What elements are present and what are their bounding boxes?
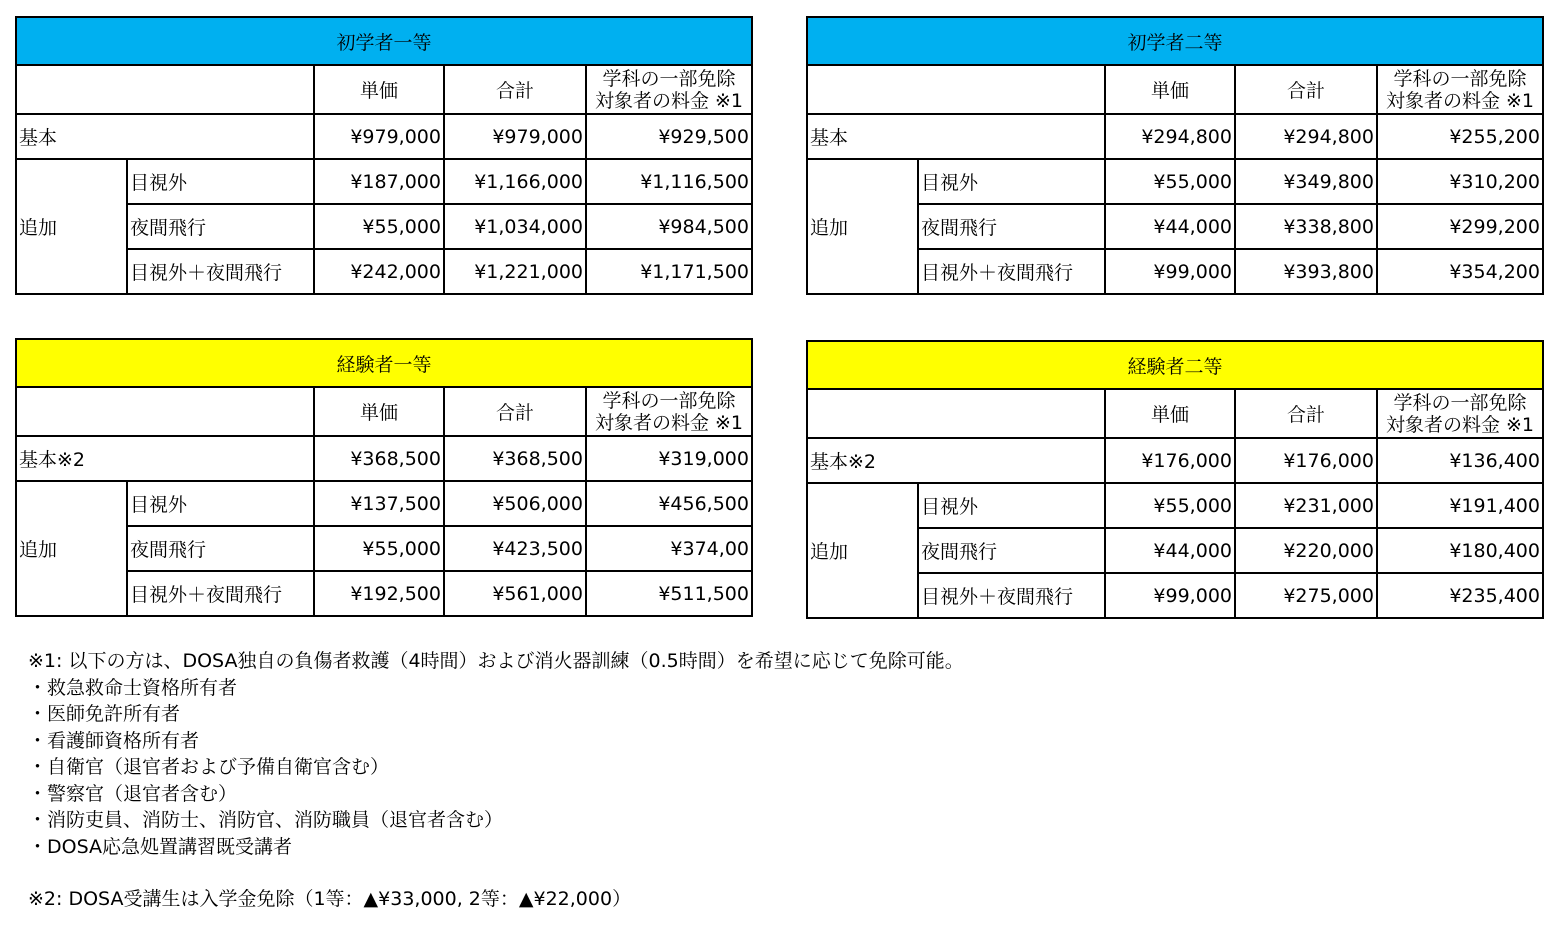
add-label: 追加 xyxy=(807,483,918,618)
row-label: 目視外＋夜間飛行 xyxy=(127,249,314,294)
unit-price: ¥55,000 xyxy=(314,526,444,571)
table-row xyxy=(16,481,752,526)
exempt-price: ¥354,200 xyxy=(1377,249,1543,294)
total-price: ¥423,500 xyxy=(444,526,586,571)
header-blank xyxy=(16,387,314,436)
header-exempt-line1: 学科の一部免除 xyxy=(602,67,736,90)
total-price: ¥275,000 xyxy=(1235,573,1377,618)
row-label: 夜間飛行 xyxy=(918,528,1105,573)
add-label: 追加 xyxy=(807,159,918,294)
row-label: 目視外＋夜間飛行 xyxy=(127,571,314,616)
header-exempt-line1: 学科の一部免除 xyxy=(602,389,736,412)
unit-price: ¥55,000 xyxy=(314,204,444,249)
note-2: ※2: DOSA受講生は入学金免除（1等：▲¥33,000, 2等：▲¥22,000） xyxy=(28,888,632,910)
exempt-price: ¥374,00 xyxy=(586,526,752,571)
header-blank xyxy=(807,389,1105,438)
table-row xyxy=(807,483,1543,528)
fee-table-experienced-second xyxy=(806,340,1544,619)
exempt-price: ¥136,400 xyxy=(1377,438,1543,483)
unit-price: ¥99,000 xyxy=(1105,249,1235,294)
header-exempt-line2: 対象者の料金 ※1 xyxy=(1385,89,1535,112)
total-price: ¥561,000 xyxy=(444,571,586,616)
header-exempt-line1: 学科の一部免除 xyxy=(1393,67,1527,90)
exempt-price: ¥191,400 xyxy=(1377,483,1543,528)
unit-price: ¥368,500 xyxy=(314,436,444,481)
exempt-price: ¥299,200 xyxy=(1377,204,1543,249)
table-row xyxy=(16,204,752,249)
add-label: 追加 xyxy=(16,481,127,616)
unit-price: ¥44,000 xyxy=(1105,528,1235,573)
table-row xyxy=(16,571,752,616)
table-title: 経験者一等 xyxy=(16,339,752,387)
fee-table-beginner-second xyxy=(806,16,1544,295)
exempt-price: ¥235,400 xyxy=(1377,573,1543,618)
row-label: 基本 xyxy=(16,114,314,159)
total-price: ¥220,000 xyxy=(1235,528,1377,573)
exempt-price: ¥1,171,500 xyxy=(586,249,752,294)
add-label: 追加 xyxy=(16,159,127,294)
table-row xyxy=(16,114,752,159)
header-unit: 単価 xyxy=(1105,389,1235,438)
table-row xyxy=(807,204,1543,249)
total-price: ¥1,034,000 xyxy=(444,204,586,249)
table-row xyxy=(16,436,752,481)
note-item: ・警察官（退官者含む） xyxy=(28,782,238,805)
row-label: 基本 xyxy=(807,114,1105,159)
header-exempt-line2: 対象者の料金 ※1 xyxy=(594,411,744,434)
row-label: 目視外 xyxy=(127,159,314,204)
header-exempt-line1: 学科の一部免除 xyxy=(1393,391,1527,414)
header-exempt-line2: 対象者の料金 ※1 xyxy=(594,89,744,112)
unit-price: ¥187,000 xyxy=(314,159,444,204)
row-label: 目視外 xyxy=(918,483,1105,528)
header-exempt xyxy=(586,65,752,114)
total-price: ¥1,221,000 xyxy=(444,249,586,294)
row-label: 基本※2 xyxy=(807,438,1105,483)
header-exempt xyxy=(586,387,752,436)
unit-price: ¥242,000 xyxy=(314,249,444,294)
exempt-price: ¥456,500 xyxy=(586,481,752,526)
header-exempt xyxy=(1377,65,1543,114)
row-label: 夜間飛行 xyxy=(127,204,314,249)
header-unit: 単価 xyxy=(314,65,444,114)
header-exempt xyxy=(1377,389,1543,438)
row-label: 目視外 xyxy=(127,481,314,526)
unit-price: ¥44,000 xyxy=(1105,204,1235,249)
total-price: ¥349,800 xyxy=(1235,159,1377,204)
table-title: 経験者二等 xyxy=(807,341,1543,389)
header-total: 合計 xyxy=(444,387,586,436)
row-label: 夜間飛行 xyxy=(918,204,1105,249)
header-blank xyxy=(16,65,314,114)
total-price: ¥338,800 xyxy=(1235,204,1377,249)
total-price: ¥979,000 xyxy=(444,114,586,159)
note-item: ・自衛官（退官者および予備自衛官含む） xyxy=(28,756,390,778)
exempt-price: ¥984,500 xyxy=(586,204,752,249)
row-label: 目視外＋夜間飛行 xyxy=(918,573,1105,618)
table-row xyxy=(16,249,752,294)
fee-table-beginner-first xyxy=(15,16,753,295)
header-exempt-line2: 対象者の料金 ※1 xyxy=(1385,413,1535,436)
note-spacer xyxy=(28,860,964,886)
exempt-price: ¥511,500 xyxy=(586,571,752,616)
exempt-price: ¥1,116,500 xyxy=(586,159,752,204)
table-row xyxy=(807,249,1543,294)
header-total: 合計 xyxy=(444,65,586,114)
note-item: ・消防吏員、消防士、消防官、消防職員（退官者含む） xyxy=(28,809,504,831)
note-1: ※1: 以下の方は、DOSA独自の負傷者救護（4時間）および消火器訓練（0.5時間）を希望に応じて免除可能。 xyxy=(28,650,964,672)
header-unit: 単価 xyxy=(1105,65,1235,114)
unit-price: ¥176,000 xyxy=(1105,438,1235,483)
note-item: ・医師免許所有者 xyxy=(28,703,181,725)
total-price: ¥231,000 xyxy=(1235,483,1377,528)
total-price: ¥1,166,000 xyxy=(444,159,586,204)
table-title: 初学者二等 xyxy=(807,17,1543,65)
total-price: ¥506,000 xyxy=(444,481,586,526)
footnotes xyxy=(28,648,964,913)
header-unit: 単価 xyxy=(314,387,444,436)
unit-price: ¥137,500 xyxy=(314,481,444,526)
unit-price: ¥192,500 xyxy=(314,571,444,616)
row-label: 目視外＋夜間飛行 xyxy=(918,249,1105,294)
unit-price: ¥99,000 xyxy=(1105,573,1235,618)
table-row xyxy=(807,114,1543,159)
table-row xyxy=(807,438,1543,483)
unit-price: ¥55,000 xyxy=(1105,159,1235,204)
exempt-price: ¥319,000 xyxy=(586,436,752,481)
row-label: 目視外 xyxy=(918,159,1105,204)
total-price: ¥294,800 xyxy=(1235,114,1377,159)
header-total: 合計 xyxy=(1235,65,1377,114)
unit-price: ¥55,000 xyxy=(1105,483,1235,528)
note-item: ・DOSA応急処置講習既受講者 xyxy=(28,835,292,858)
header-total: 合計 xyxy=(1235,389,1377,438)
unit-price: ¥979,000 xyxy=(314,114,444,159)
fee-table-experienced-first xyxy=(15,338,753,617)
exempt-price: ¥255,200 xyxy=(1377,114,1543,159)
note-item: ・救急救命士資格所有者 xyxy=(28,676,238,699)
table-title: 初学者一等 xyxy=(16,17,752,65)
note-item: ・看護師資格所有者 xyxy=(28,729,200,752)
header-blank xyxy=(807,65,1105,114)
row-label: 夜間飛行 xyxy=(127,526,314,571)
exempt-price: ¥929,500 xyxy=(586,114,752,159)
exempt-price: ¥310,200 xyxy=(1377,159,1543,204)
row-label: 基本※2 xyxy=(16,436,314,481)
table-row xyxy=(16,526,752,571)
table-row xyxy=(807,159,1543,204)
table-row xyxy=(16,159,752,204)
table-row xyxy=(807,528,1543,573)
table-row xyxy=(807,573,1543,618)
exempt-price: ¥180,400 xyxy=(1377,528,1543,573)
unit-price: ¥294,800 xyxy=(1105,114,1235,159)
total-price: ¥368,500 xyxy=(444,436,586,481)
total-price: ¥176,000 xyxy=(1235,438,1377,483)
total-price: ¥393,800 xyxy=(1235,249,1377,294)
